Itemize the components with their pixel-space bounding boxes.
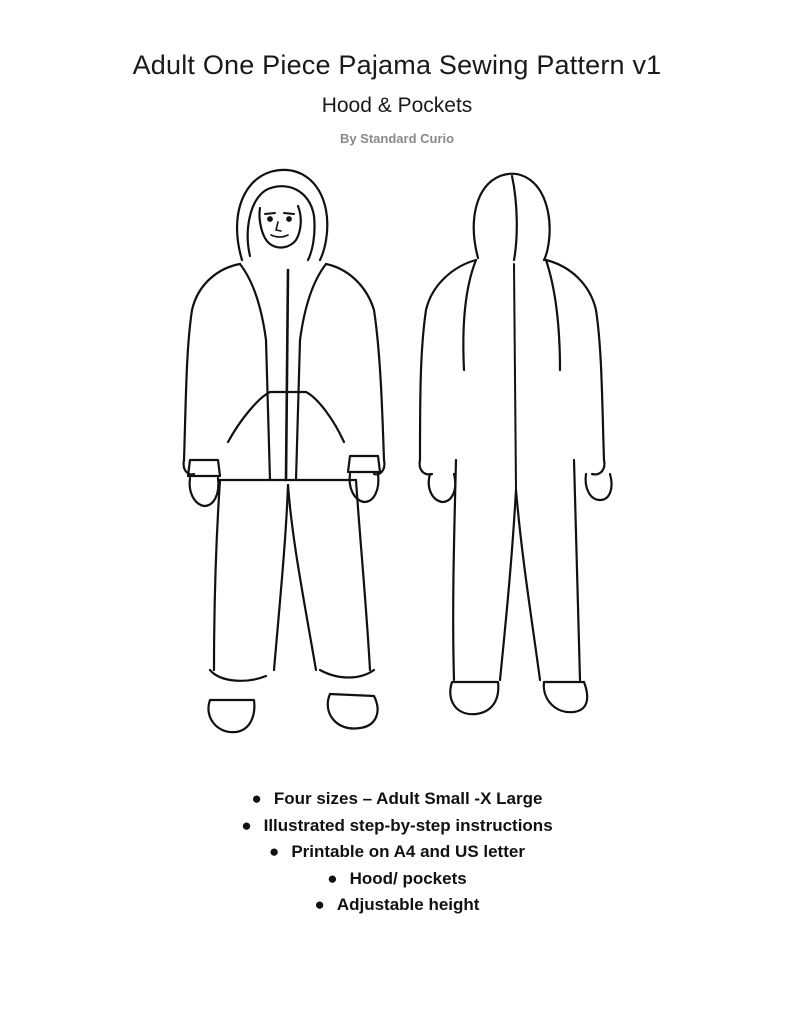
front-view-figure [184, 170, 385, 732]
face-icon [259, 206, 300, 247]
feature-text: Printable on A4 and US letter [291, 842, 525, 861]
bullet-icon: ● [251, 789, 262, 808]
list-item [0, 839, 794, 866]
author-byline: By Standard Curio [339, 131, 455, 146]
bullet-icon: ● [241, 815, 252, 835]
list-item [0, 892, 794, 919]
list-item [0, 813, 794, 840]
pajama-illustration [170, 160, 630, 750]
feature-text: Adjustable height [336, 895, 480, 914]
page-subtitle: Hood & Pockets [321, 94, 473, 117]
bullet-icon: ● [314, 895, 325, 914]
feature-text: Hood/ pockets [349, 868, 467, 888]
feature-text: Four sizes – Adult Small -X Large [273, 789, 543, 808]
bullet-icon: ● [327, 868, 338, 888]
feature-text: Illustrated step-by-step instructions [263, 815, 553, 835]
list-item [0, 866, 794, 893]
feature-list [0, 786, 794, 919]
list-item [0, 786, 794, 813]
bullet-icon: ● [269, 842, 280, 861]
back-view-figure [420, 174, 612, 714]
page-title: Adult One Piece Pajama Sewing Pattern v1 [132, 50, 662, 80]
